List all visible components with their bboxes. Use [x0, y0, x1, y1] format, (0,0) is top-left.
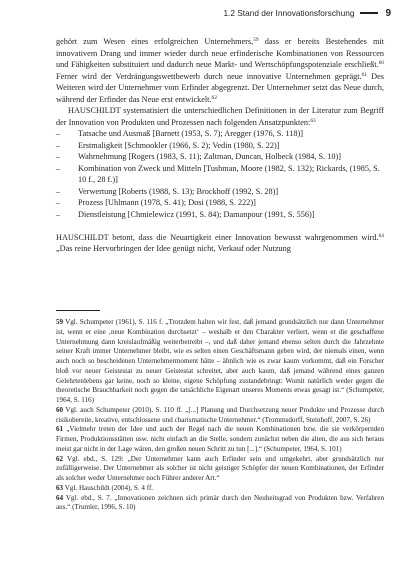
list-dash: –	[56, 198, 61, 207]
footnote-text: Vgl. ebd., S. 7. „Innovationen zeichnen sich primär durch den Neuheitsgrad von Produkten bzw. Verfahren aus.“ (Trumler, 1996, S. 10)	[56, 493, 384, 512]
footnotes	[56, 318, 384, 513]
footnote-61	[56, 425, 384, 454]
text-run: Des Weiteren wird der Unternehmer vom Erfinder abgegrenzt. Der Unternehmer setzt das Neue durch, während der Erfinder das Neue erst entwickelt.	[56, 71, 384, 104]
paragraph-3	[56, 232, 384, 255]
paragraph-1	[56, 36, 384, 105]
list-item-text: Wahrnehmung [Rogers (1983, S. 11); Zaltman, Duncan, Holbeck (1984, S. 10)]	[78, 152, 341, 161]
list-item-text: Prozess [Uhlmann (1978, S. 41); Dosi (1988, S. 222)]	[78, 198, 256, 207]
list-item-text: Erstmaligkeit [Schmookler (1966, S. 2); Vedin (1980, S. 22)]	[78, 140, 280, 150]
list-dash: –	[56, 152, 61, 161]
footnote-number: 62	[56, 454, 64, 463]
footnote-number: 59	[56, 318, 64, 326]
list-item	[56, 140, 384, 152]
footnote-text: Vgl. ebd., S. 129: „Der Unternehmer kann auch Erfinder sein und umgekehrt, aber grundsätzlich nur zufälligerweise. Der Unternehmer als solcher ist nicht geistiger Schöpfer der neuen Kombinationen, der Erfinder als solcher weder Unternehmer noch Führer anderer Art.“	[56, 454, 384, 482]
list-item	[56, 197, 384, 209]
footnote-text: Vgl. auch Schumpeter (2010), S. 110 ff. „[...] Planung und Durchsetzung neuer Produkte und Prozesse durch risikobereite, kreative, entschlossene und charismatische Unternehmer.“ (Trommsdorff, Steinhoff, 2007, S. 26)	[56, 405, 384, 424]
paragraph-2	[56, 105, 384, 128]
footnote-text: Vgl. Schumpeter (1961), S. 116 f. „Trotzdem halten wir fest, daß jemand grundsätzlich nur dann Unternehmer ist, wenn er eine ‚neue Kombination durchsetzt‘ – weshalb er den Charakter verliert, wenn er die geschaffene Unternehmung dann kreislaufmäßig weiterbetreibt –, und daß daher jemand ebenso selten durch die Jahrzehnte seiner Kraft immer Unternehmer bleibt, wie es selten einen Geschäftsmann geben wird, der niemals einen, wenn auch noch so bescheidenen Unternehmermoment hätte – ähnlich wie es zwar kaum vorkommt, daß ein Forscher bloß vor neuer Geistestat zu neuer Geistestat schreitet, aber auch kaum, daß jemand während eines ganzen Gelehrtenlebens gar keine, noch so kleine, eigene Schöpfung zustandebringt: Womit natürlich weder gegen die theoretische Brauchbarkeit noch gegen die tatsächliche Eigenart unseres Moments etwas gesagt ist.“ (Schumpeter, 1964, S. 116)	[56, 318, 384, 404]
footnote-number: 61	[56, 425, 64, 434]
approach-list	[56, 128, 384, 220]
header-rule	[360, 12, 378, 14]
footnote-ref-60[interactable]: 60	[378, 60, 384, 66]
text-run: Ferner wird der Verdrängungswettbewerb durch neue innovative Unternehmen geprägt.	[56, 71, 362, 81]
list-item-text: Tatsache und Ausmaß [Barnett (1953, S. 7); Aregger (1976, S. 118)]	[78, 129, 304, 138]
footnote-ref-61[interactable]: 61	[361, 71, 367, 78]
list-dash: –	[56, 163, 61, 173]
text-run: „Das reine Hervorbringen der Idee genügt nicht, Verkauf oder Nutzung	[56, 244, 291, 253]
text-run: gehört zum Wesen eines erfolgreichen Unternehmers,	[56, 37, 254, 46]
paragraph-gap	[56, 220, 384, 232]
footnote-62	[56, 455, 384, 484]
footnote-text: Vgl. Hauschildt (2004), S. 4 ff.	[64, 483, 154, 492]
footnote-ref-62[interactable]: 62	[211, 94, 217, 101]
list-item	[56, 209, 384, 221]
footnote-number: 60	[56, 405, 64, 414]
text-run: HAUSCHILDT systematisiert die unterschiedlichen Definitionen in der Literatur zum Begriff der Innovation von Produkten und Prozessen nach folgenden Ansatzpunkten:	[56, 106, 384, 127]
list-dash: –	[56, 186, 61, 196]
footnote-ref-59[interactable]: 59	[253, 37, 259, 43]
footnote-ref-63[interactable]: 63	[310, 117, 316, 124]
footnote-ref-64[interactable]: 64	[378, 232, 384, 239]
footnote-59	[56, 318, 384, 406]
list-item	[56, 151, 384, 163]
list-dash: –	[56, 129, 61, 138]
list-item-text: Kombination von Zweck und Mitteln [Tushman, Moore (1982, S. 132); Rickards, (1985, S. 10 f., 28 f.)]	[78, 163, 380, 184]
text-run: dass er bereits Bestehendes mit innovativem Drang und immer wieder durch neue erfinderische Kombinationen von Ressourcen und Fähigkeiten substituiert und dadurch neue Markt- und Wertschöpfungspotenziale erschließt.	[56, 37, 384, 69]
section-title: 1.2 Stand der Innovationsforschung	[223, 8, 355, 18]
footnote-number: 64	[56, 493, 64, 502]
list-item	[56, 128, 384, 140]
list-dash: –	[56, 140, 61, 150]
footnote-63	[56, 484, 384, 494]
footnote-text: „Vielmehr treten der Idee und auch der Regel nach die neuen Kombinationen bzw. die sie verkörpernden Firmen, Produktionsstätten usw. nicht einfach an die Stelle, sondern zunächst neben die alten, die aus sich heraus meist gar nicht in der Lage wären, den großen neuen Schritt zu tun [...].“ (Schumpeter, 1964, S. 101)	[56, 425, 384, 453]
list-item-text: Dienstleistung [Chmielewicz (1991, S. 84); Damanpour (1991, S. 556)]	[78, 209, 315, 219]
body-text	[56, 36, 384, 255]
running-header	[12, 6, 391, 20]
list-item	[56, 186, 384, 198]
footnote-64	[56, 494, 384, 514]
footnote-60	[56, 406, 384, 426]
footnote-divider	[56, 310, 100, 311]
text-run: HAUSCHILDT betont, dass die Neuartigkeit einer Innovation bewusst wahrgenommen wird.	[56, 232, 379, 242]
list-item	[56, 163, 384, 186]
list-dash: –	[56, 209, 61, 219]
footnote-number: 63	[56, 483, 64, 492]
list-item-text: Verwertung [Roberts (1988, S. 13); Brockhoff (1992, S. 28)]	[78, 186, 279, 196]
page-number: 9	[385, 7, 391, 19]
